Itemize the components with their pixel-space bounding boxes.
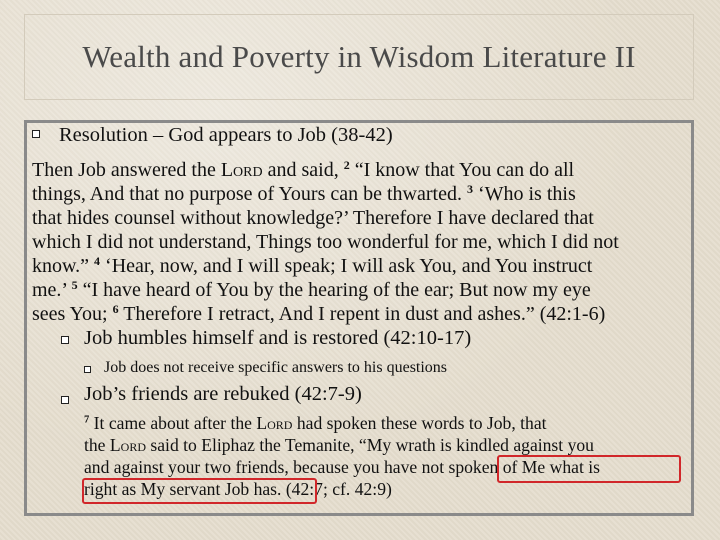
slide-title: Wealth and Poverty in Wisdom Literature II	[82, 39, 636, 74]
para-line-3: that hides counsel without knowledge?’ Therefore I have declared that	[32, 207, 594, 229]
highlight-box-lower	[82, 478, 317, 504]
square-bullet-icon	[61, 396, 69, 404]
para-line-2: things, And that no purpose of Yours can be thwarted. $^3$ ‘Who is this	[32, 181, 576, 205]
para-line-4: which I did not understand, Things too wonderful for me, which I did not	[32, 231, 619, 253]
highlight-box-upper	[497, 455, 681, 483]
para-line-1: Then Job answered the Lord and said, $^2$ “I know that You can do all	[32, 157, 575, 181]
para-line-6: me.’ $^5$ “I have heard of You by the hearing of the ear; But now my eye	[32, 277, 591, 301]
quote-line-1: $^7$ It came about after the Lord had spoken these words to Job, that	[84, 413, 547, 433]
square-bullet-icon	[84, 366, 91, 373]
square-bullet-icon	[61, 336, 69, 344]
title-box	[24, 14, 694, 100]
para-line-5: know.” $^4$ ‘Hear, now, and I will speak; I will ask You, and You instruct	[32, 253, 593, 277]
sub-bullet-humbles: Job humbles himself and is restored (42:10-17)	[84, 327, 472, 349]
quote-line-4: right as My servant Job has. (42:7; cf. 42:9)	[84, 479, 392, 499]
square-bullet-icon	[32, 130, 40, 138]
quote-line-3: and against your two friends, because you have not spoken of Me what is	[84, 457, 600, 477]
para-line-7: sees You; $^6$ Therefore I retract, And I repent in dust and ashes.” (42:1-6)	[32, 301, 606, 325]
sub-bullet-friends: Job’s friends are rebuked (42:7-9)	[84, 383, 362, 405]
quote-line-2: the Lord said to Eliphaz the Temanite, “My wrath is kindled against you	[84, 435, 594, 455]
bullet-resolution: Resolution – God appears to Job (38-42)	[59, 124, 393, 146]
sub-sub-bullet-answers: Job does not receive specific answers to his questions	[104, 359, 448, 376]
